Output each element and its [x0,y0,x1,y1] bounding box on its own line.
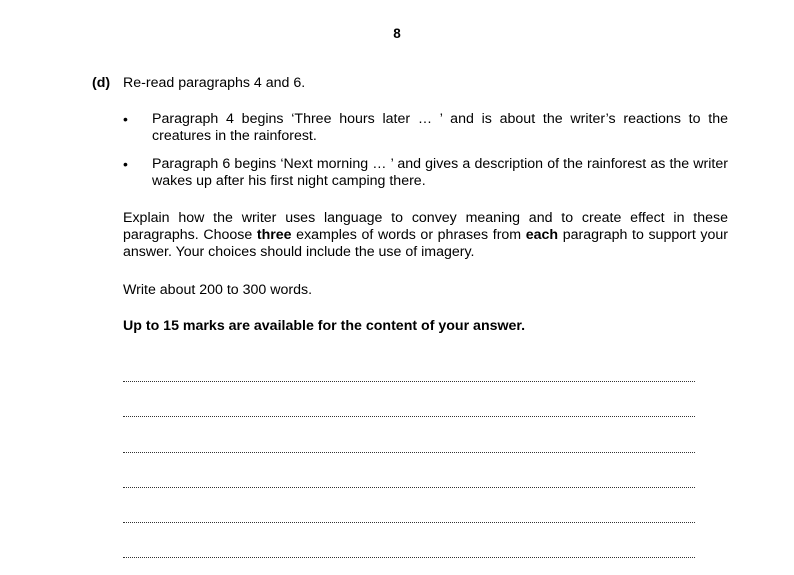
explain-text-3: paragraph to support your answer. Your choices should include the use of imagery. [123,227,728,260]
answer-line[interactable] [123,557,695,558]
explain-bold-three: three [256,227,292,243]
bullet-item [123,156,728,190]
explain-text-1: Explain how the writer uses language to convey meaning and to create effect in these paragraphs. Choose [123,210,728,243]
page-number: 8 [393,26,401,41]
bullet-item [123,111,728,145]
answer-line[interactable] [123,487,695,488]
bullet-text: Paragraph 6 begins ‘Next morning … ’ and gives a description of the rainforest as the writer wakes up after his first night camping there. [152,156,728,189]
marks-note: Up to 15 marks are available for the content of your answer. [123,318,526,334]
word-count-instruction: Write about 200 to 300 words. [123,282,313,298]
question-instruction: Re-read paragraphs 4 and 6. [123,75,306,91]
answer-line[interactable] [123,452,695,453]
bullet-text: Paragraph 4 begins ‘Three hours later … ’ and is about the writer’s reactions to the creatures in the rainforest. [152,111,728,144]
answer-line[interactable] [123,381,695,382]
answer-line[interactable] [123,416,695,417]
explain-bold-each: each [525,227,559,243]
bullet-dot-icon: • [123,156,128,172]
question-label: (d) [92,75,111,91]
explain-paragraph [123,210,728,261]
answer-line[interactable] [123,522,695,523]
bullet-dot-icon: • [123,111,128,127]
explain-text-2: examples of words or phrases from [291,227,526,243]
